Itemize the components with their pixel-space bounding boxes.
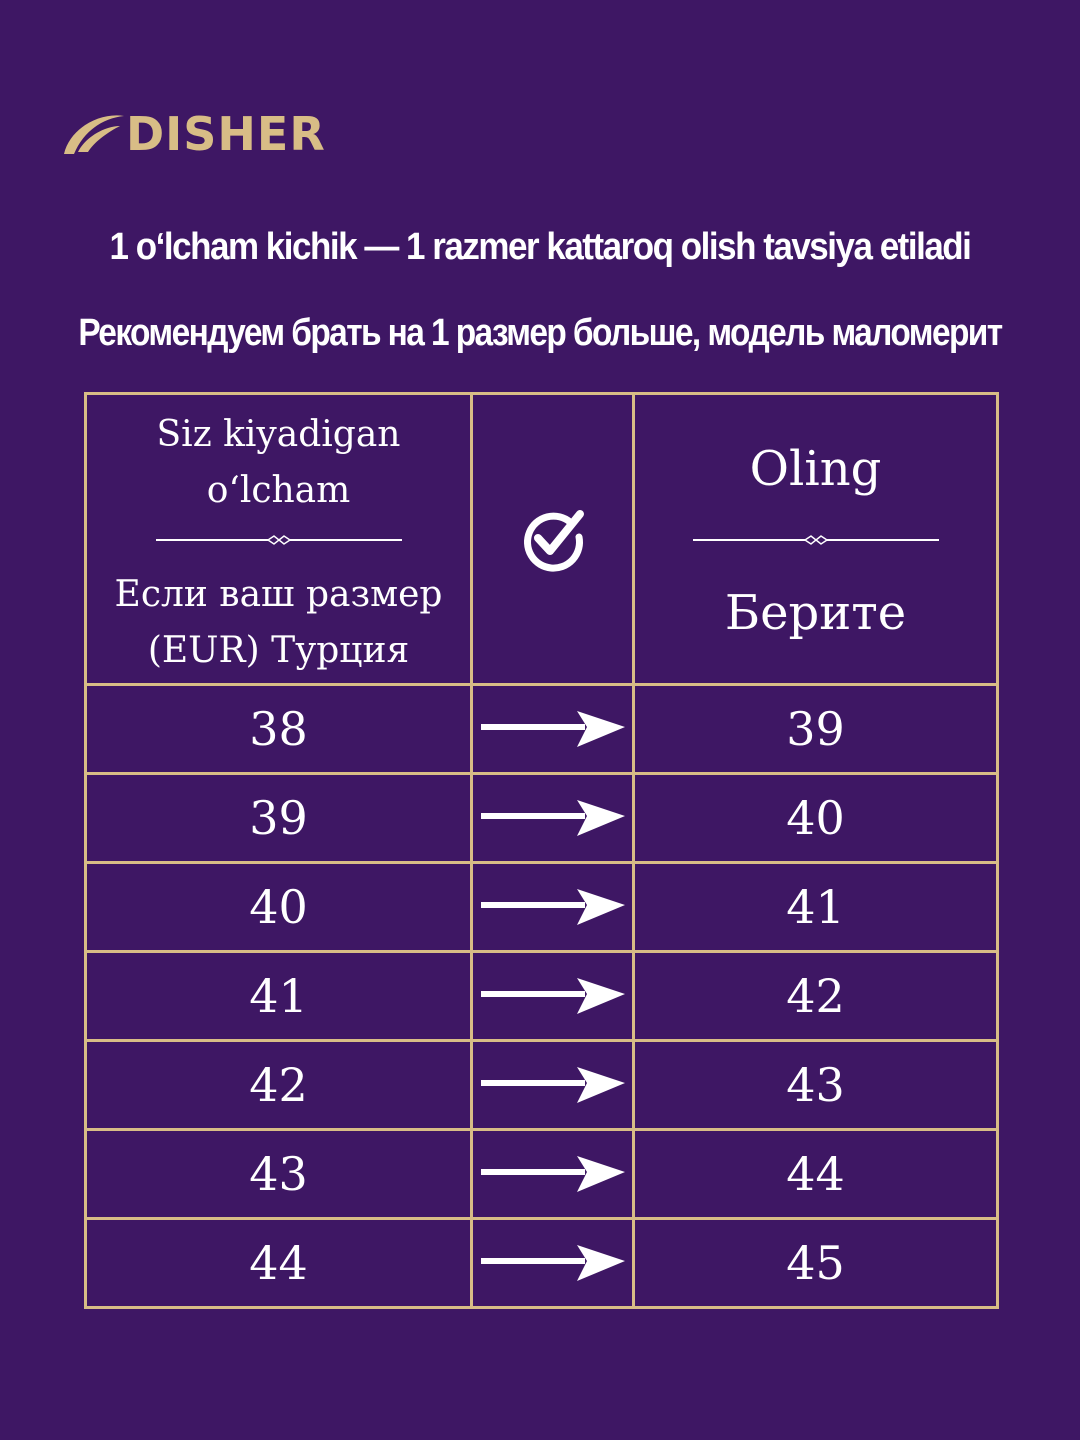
arrow-cell bbox=[472, 1219, 634, 1308]
header-check bbox=[472, 394, 634, 685]
arrow-right-icon bbox=[481, 976, 625, 1016]
ornament-divider bbox=[156, 535, 402, 545]
check-circle-icon bbox=[518, 504, 588, 574]
size-from: 44 bbox=[86, 1219, 472, 1308]
arrow-cell bbox=[472, 952, 634, 1041]
arrow-cell bbox=[472, 1041, 634, 1130]
header-your-size-uz-line2: o‘lcham bbox=[206, 470, 351, 511]
arrow-right-icon bbox=[481, 709, 625, 749]
arrow-cell bbox=[472, 863, 634, 952]
size-row bbox=[86, 952, 998, 1041]
ornament-divider bbox=[693, 535, 939, 545]
size-to: 44 bbox=[634, 1130, 998, 1219]
header-take-uz: Oling bbox=[749, 441, 882, 497]
size-row bbox=[86, 1130, 998, 1219]
size-row bbox=[86, 863, 998, 952]
size-to: 45 bbox=[634, 1219, 998, 1308]
size-from: 42 bbox=[86, 1041, 472, 1130]
size-to: 40 bbox=[634, 774, 998, 863]
arrow-right-icon bbox=[481, 1065, 625, 1105]
size-from: 40 bbox=[86, 863, 472, 952]
size-to: 39 bbox=[634, 685, 998, 774]
size-table bbox=[84, 392, 999, 1309]
size-to: 42 bbox=[634, 952, 998, 1041]
size-to: 41 bbox=[634, 863, 998, 952]
arrow-right-icon bbox=[481, 1154, 625, 1194]
brand-logo bbox=[60, 104, 360, 164]
headline-uzbek: 1 o‘lcham kichik — 1 razmer kattaroq olish tavsiya etiladi bbox=[109, 226, 971, 268]
header-take-ru: Берите bbox=[724, 585, 907, 641]
arrow-cell bbox=[472, 685, 634, 774]
header-your-size-ru-line1: Если ваш размер bbox=[114, 574, 443, 615]
size-row bbox=[86, 1041, 998, 1130]
size-row bbox=[86, 774, 998, 863]
arrow-cell bbox=[472, 774, 634, 863]
disher-swoosh-icon bbox=[60, 108, 126, 158]
size-from: 38 bbox=[86, 685, 472, 774]
size-from: 41 bbox=[86, 952, 472, 1041]
brand-wordmark: DISHER bbox=[126, 107, 326, 161]
size-row bbox=[86, 1219, 998, 1308]
table-header-row bbox=[86, 394, 998, 685]
arrow-right-icon bbox=[481, 798, 625, 838]
arrow-cell bbox=[472, 1130, 634, 1219]
size-from: 43 bbox=[86, 1130, 472, 1219]
header-your-size-uz-line1: Siz kiyadigan bbox=[156, 414, 401, 455]
size-from: 39 bbox=[86, 774, 472, 863]
size-to: 43 bbox=[634, 1041, 998, 1130]
arrow-right-icon bbox=[481, 887, 625, 927]
header-your-size-ru-line2: (EUR) Турция bbox=[147, 630, 410, 671]
size-row bbox=[86, 685, 998, 774]
header-your-size bbox=[86, 394, 472, 685]
headline-russian: Рекомендуем брать на 1 размер больше, модель маломерит bbox=[78, 312, 1002, 354]
arrow-right-icon bbox=[481, 1243, 625, 1283]
header-take bbox=[634, 394, 998, 685]
